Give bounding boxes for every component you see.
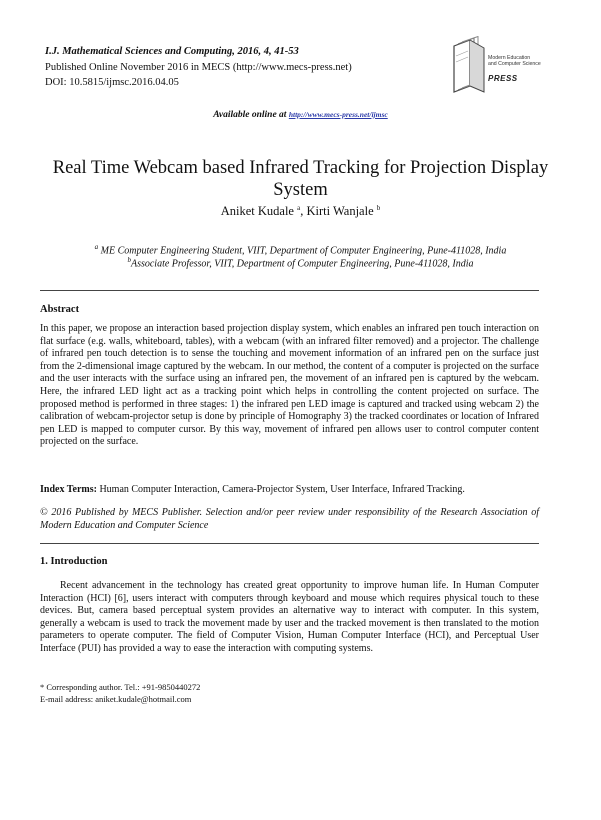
divider — [40, 290, 539, 291]
footnote-email: E-mail address: aniket.kudale@hotmail.com — [40, 694, 192, 704]
journal-url-link[interactable]: http://www.mecs-press.net/ijmsc — [288, 110, 388, 119]
abstract-heading: Abstract — [40, 304, 80, 315]
abstract-text: In this paper, we propose an interaction based projection display system, which enables an infrared pen touch interaction on flat surface (e.g. walls, whiteboard, tables), with a webcam (with an infrared filter removed) and a projector. The challenge of infrared pen touch detection is to sense the touching and movement information of an infrared pen on the surface just from the 2-dimensional image captured by the webcam. In our method, the content of a computer is projected on the surface and the user interacts with the surface using an infrared pen, the movement of an infrared pen is captured by the webcam. Here, the infrared LED light act as a tracking point which helps in controlling the content projected on surface. The proposed method is performed in three stages: 1) the infrared pen LED image is captured and tracked using webcam 2) the calibration of webcam-projector setup is done by principle of Homography 3) the tracked coordinates or location of Infrared pen LED is mapped to computer cursor. By this way, movement of infrared pen allows user to control computer content projected on the surface. — [40, 323, 539, 448]
index-terms: Index Terms: Human Computer Interaction, Camera-Projector System, User Interface, Infrared Tracking. — [40, 484, 465, 495]
author-list: Aniket Kudale $^a$, Kirti Wanjale $^b$ — [220, 204, 381, 219]
doi: DOI: 10.5815/ijmsc.2016.04.05 — [45, 77, 179, 88]
logo-press: PRESS — [488, 74, 518, 83]
paper-title: Real Time Webcam based Infrared Tracking for Projection Display System — [52, 158, 549, 200]
divider — [40, 543, 539, 544]
availability-line: Available online at http://www.mecs-press.net/ijmsc — [213, 110, 388, 120]
book-stack-icon — [450, 36, 488, 94]
logo-text: Modern Education and Computer Science — [488, 55, 541, 67]
footnote-corresponding: * Corresponding author. Tel.: +91-9850440272 — [40, 682, 201, 692]
author-mark: a — [297, 204, 301, 212]
copyright-notice: © 2016 Published by MECS Publisher. Selection and/or peer review under responsibility of the Research Association of Modern Education and Computer Science — [40, 507, 539, 531]
introduction-text: Recent advancement in the technology has created great opportunity to improve human life. In Human Computer Interaction (HCI) [6], users interact with computers through keyboard and mouse which requires physical touch to these devices. But, camera based perceptual system provides an alternative way to interact with computer. In this system, generally a webcam is used to track the movement made by user and the tracked movement is then translated to the motion parameters to operate computer. The field of Computer Vision, Human Computer Interface (HCI), and Perceptual User Interface (PUI) has provided a way to ease the interaction with computing systems. — [40, 580, 539, 654]
author-name: Kirti Wanjale — [306, 204, 374, 219]
introduction-heading: 1. Introduction — [40, 556, 108, 567]
author-mark: b — [376, 204, 381, 212]
publisher-logo — [450, 36, 560, 96]
affiliation-b: $^b$Associate Professor, VIIT, Department of Computer Engineering, Pune-411028, India — [127, 256, 474, 270]
publication-line: Published Online November 2016 in MECS (http://www.mecs-press.net) — [45, 62, 352, 73]
author-name: Aniket Kudale — [220, 204, 294, 219]
affiliation-a: $^a$ ME Computer Engineering Student, VIIT, Department of Computer Engineering, Pune-411028, India — [94, 243, 507, 257]
journal-citation: I.J. Mathematical Sciences and Computing, 2016, 4, 41-53 — [45, 46, 299, 57]
